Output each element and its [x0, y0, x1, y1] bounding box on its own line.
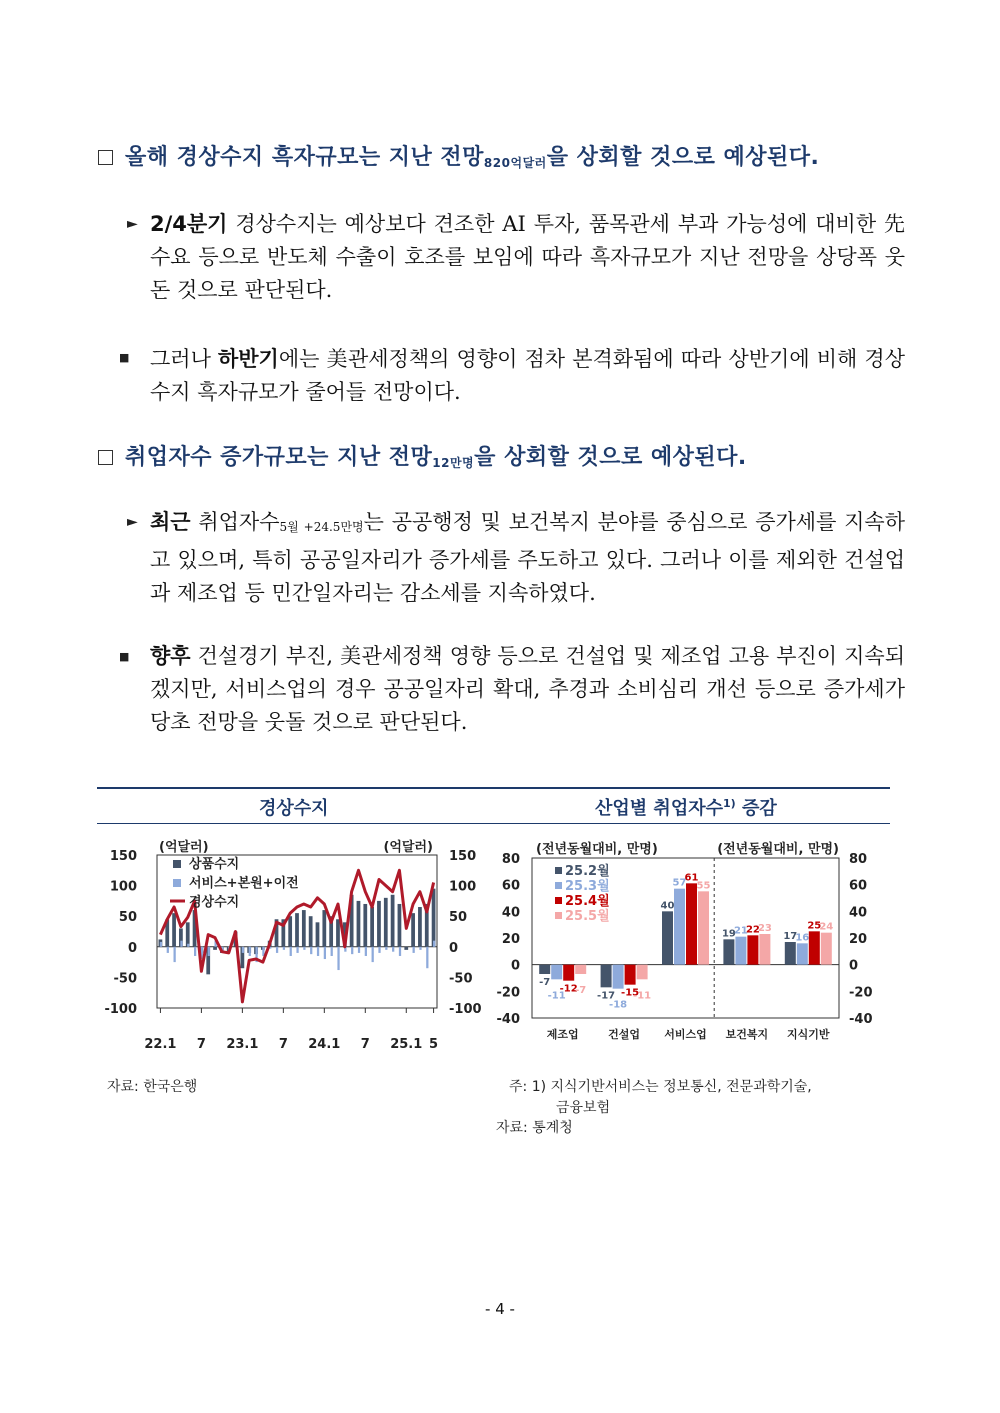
- data-label: -11: [547, 990, 566, 1002]
- services-bar: [174, 947, 176, 962]
- y-tick-label-right: 0: [849, 958, 859, 974]
- y-tick-label-left: 80: [501, 852, 520, 867]
- services-bar: [433, 941, 435, 947]
- unit-left: (억달러): [159, 840, 209, 855]
- services-bar: [317, 947, 319, 956]
- bar: [759, 934, 770, 965]
- section2-bullet2: 향후 건설경기 부진, 美관세정책 영향 등으로 건설업 및 제조업 고용 부진이 지속되겠지만, 서비스업의 경우 공공일자리 확대, 추경과 소비심리 개선 등으로 증가세가 당초 전망을 웃돌 것으로 판단된다.: [150, 644, 905, 734]
- y-tick-label-right: 0: [449, 940, 459, 956]
- chart-right-source: 자료: 통계청: [496, 1120, 573, 1136]
- unit-left: (전년동월대비, 만명): [536, 842, 658, 857]
- y-tick-label-left: 0: [127, 940, 137, 956]
- y-tick-label-right: -50: [449, 971, 473, 987]
- data-label: -15: [621, 987, 640, 999]
- legend-label: 25.2월: [565, 864, 610, 879]
- bar: [674, 889, 685, 965]
- square-bullet-icon: ■: [119, 650, 130, 663]
- data-label: -7: [539, 977, 551, 988]
- data-label: -17: [597, 990, 616, 1002]
- y-tick-label-left: -40: [496, 1012, 520, 1027]
- legend-label-services: 서비스+본원+이전: [189, 876, 299, 891]
- goods-bar: [391, 895, 395, 947]
- y-tick-label-right: 100: [449, 879, 477, 895]
- services-bar: [290, 947, 292, 956]
- goods-bar: [370, 907, 374, 947]
- y-tick-label-left: 20: [501, 932, 520, 947]
- goods-bar: [418, 907, 422, 947]
- bar: [797, 943, 808, 964]
- data-label: 57: [672, 877, 687, 889]
- services-bar: [276, 947, 278, 953]
- x-tick-label: 22.1: [144, 1037, 177, 1052]
- services-bar: [283, 947, 285, 950]
- bar: [601, 965, 612, 988]
- services-bar: [399, 947, 401, 956]
- y-tick-label-left: 60: [501, 878, 520, 894]
- data-label: -7: [575, 985, 587, 996]
- goods-bar: [336, 919, 340, 947]
- services-bar: [208, 947, 210, 956]
- chart-left-title: 경상수지: [259, 798, 329, 819]
- bar: [698, 891, 709, 964]
- y-tick-label-right: 20: [849, 932, 868, 947]
- services-bar: [378, 947, 380, 953]
- services-bar: [180, 941, 182, 947]
- goods-bar: [302, 910, 306, 947]
- bar: [686, 883, 697, 964]
- chart-header-rule-top: [97, 787, 890, 789]
- data-label: -12: [559, 983, 578, 995]
- legend-label: 25.5월: [565, 909, 610, 924]
- x-tick-label: 23.1: [226, 1037, 259, 1052]
- bar: [625, 965, 636, 985]
- goods-bar: [411, 913, 415, 947]
- goods-bar: [172, 913, 176, 947]
- goods-bar: [357, 901, 361, 947]
- bar: [613, 965, 624, 989]
- data-label: 19: [721, 928, 736, 940]
- bar: [539, 965, 550, 974]
- data-label: 24: [819, 921, 834, 933]
- y-tick-label-right: 40: [849, 905, 868, 921]
- x-tick-label: 5: [429, 1037, 439, 1052]
- y-tick-label-right: -100: [449, 1002, 482, 1017]
- bar: [563, 965, 574, 981]
- section1-heading: 올해 경상수지 흑자규모는 지난 전망$_{820억달러}$을 상회할 것으로 예상된다.: [98, 140, 819, 171]
- services-bar: [167, 947, 169, 953]
- services-bar: [351, 947, 353, 954]
- services-bar: [365, 947, 367, 956]
- data-label: 55: [696, 880, 711, 892]
- square-bullet-icon: ■: [119, 351, 130, 364]
- services-bar: [303, 947, 305, 950]
- services-bar: [310, 947, 312, 954]
- goods-bar: [316, 922, 320, 946]
- bar: [662, 911, 673, 964]
- services-bar: [324, 947, 326, 959]
- goods-bar: [288, 916, 292, 947]
- services-bar: [331, 947, 333, 956]
- chart-right-note: 주: 1) 지식기반서비스는 정보통신, 전문과학기술,: [509, 1079, 812, 1095]
- services-bar: [194, 947, 196, 956]
- data-label: 16: [795, 932, 810, 944]
- x-tick-label: 24.1: [308, 1037, 341, 1052]
- section2-heading: 취업자수 증가규모는 지난 전망$_{12만명}$을 상회할 것으로 예상된다.: [98, 440, 747, 471]
- goods-bar: [384, 898, 388, 947]
- services-bar: [337, 947, 339, 970]
- category-label: 보건복지: [725, 1028, 769, 1041]
- legend-label-goods: 상품수지: [189, 857, 240, 872]
- bar: [747, 935, 758, 964]
- category-label: 지식기반: [787, 1028, 830, 1041]
- data-label: 61: [684, 872, 699, 884]
- legend-swatch-services: [173, 879, 181, 887]
- legend-label-line: 경상수지: [189, 895, 240, 910]
- category-label: 서비스업: [664, 1028, 707, 1041]
- y-tick-label-right: 150: [449, 849, 477, 864]
- goods-bar: [309, 916, 313, 947]
- y-tick-label-right: -40: [849, 1012, 873, 1027]
- services-bar: [385, 947, 387, 950]
- services-bar: [296, 947, 298, 953]
- y-tick-label-right: 60: [849, 878, 868, 894]
- y-tick-label-left: -50: [113, 971, 137, 987]
- goods-bar: [404, 947, 408, 950]
- services-bar: [160, 942, 162, 947]
- y-tick-label-right: 80: [849, 852, 868, 867]
- section1-bullet1: 2/4분기 경상수지는 예상보다 견조한 AI 투자, 품목관세 부과 가능성에 대비한 先수요 등으로 반도체 수출이 호조를 보임에 따라 흑자규모가 지난 전망을 상당폭 웃돈 것으로 판단된다.: [150, 212, 905, 302]
- data-label: 17: [783, 931, 798, 942]
- legend-swatch: [555, 882, 562, 889]
- x-tick-label: 7: [196, 1037, 206, 1052]
- y-tick-label-left: 40: [501, 905, 520, 921]
- employment-by-industry-chart: [492, 830, 892, 1045]
- category-label: 건설업: [608, 1028, 641, 1041]
- section2-bullet1: 최근 취업자수$_{5월 +24.5만명}$는 공공행정 및 보건복지 분야를 중심으로 증가세를 지속하고 있으며, 특히 공공일자리가 증가세를 주도하고 있다. 그러나 이를 제외한 건설업과 제조업 등 민간일자리는 감소세를 지속하였다.: [150, 510, 906, 605]
- x-tick-label: 25.1: [390, 1037, 423, 1052]
- unit-right: (억달러): [383, 840, 433, 855]
- page-number: - 4 -: [485, 1300, 515, 1318]
- checkbox-icon: [98, 150, 113, 165]
- services-bar: [249, 947, 251, 956]
- bar: [551, 965, 562, 980]
- y-tick-label-left: 0: [510, 958, 520, 974]
- checkbox-icon: [98, 450, 113, 465]
- y-tick-label-left: 100: [109, 879, 137, 895]
- x-tick-label: 7: [360, 1037, 370, 1052]
- bar: [809, 931, 820, 964]
- y-tick-label-left: 50: [118, 910, 137, 926]
- bar: [723, 939, 734, 964]
- bar: [821, 933, 832, 965]
- y-tick-label-left: 150: [109, 849, 137, 864]
- data-label: 23: [757, 923, 772, 934]
- services-bar: [392, 947, 394, 952]
- chart-left-source: 자료: 한국은행: [107, 1079, 198, 1095]
- services-bar: [426, 947, 428, 968]
- chart-right-note-cont: 금융보험: [556, 1100, 611, 1116]
- legend-swatch: [555, 897, 562, 904]
- goods-bar: [363, 904, 367, 947]
- legend-swatch: [555, 867, 562, 874]
- goods-bar: [322, 910, 326, 947]
- services-bar: [358, 947, 360, 953]
- chart-header-rule-bottom: [97, 823, 890, 824]
- legend-label: 25.4월: [565, 894, 610, 909]
- triangle-bullet-icon: ►: [127, 216, 138, 232]
- y-tick-label-right: -20: [849, 985, 873, 1001]
- data-label: 21: [733, 925, 748, 937]
- goods-bar: [432, 889, 436, 947]
- category-label: 제조업: [546, 1028, 579, 1041]
- bar: [637, 965, 648, 980]
- goods-bar: [186, 922, 190, 946]
- y-tick-label-left: -100: [104, 1002, 137, 1017]
- current-account-chart: [97, 830, 497, 1075]
- y-tick-label-right: 50: [449, 910, 468, 926]
- data-label: -18: [609, 999, 628, 1011]
- data-label: 22: [745, 924, 760, 936]
- bar: [735, 937, 746, 965]
- section1-bullet2: 그러나 하반기에는 美관세정책의 영향이 점차 본격화됨에 따라 상반기에 비해 경상수지 흑자규모가 줄어들 전망이다.: [150, 347, 905, 404]
- services-bar: [187, 944, 189, 947]
- goods-bar: [398, 904, 402, 947]
- chart-right-title: 산업별 취업자수$^{1)}$ 증감: [595, 797, 777, 819]
- x-tick-label: 7: [278, 1037, 288, 1052]
- triangle-bullet-icon: ►: [127, 514, 138, 530]
- legend-label: 25.3월: [565, 879, 610, 894]
- goods-bar: [213, 947, 217, 950]
- bar: [785, 942, 796, 965]
- legend-swatch-goods: [173, 860, 181, 868]
- services-bar: [413, 947, 415, 953]
- data-label: 25: [807, 920, 822, 932]
- unit-right: (전년동월대비, 만명): [717, 842, 839, 857]
- goods-bar: [295, 913, 299, 947]
- services-bar: [419, 947, 421, 950]
- data-label: 40: [660, 900, 675, 912]
- bar: [575, 965, 586, 974]
- services-bar: [242, 947, 244, 953]
- legend-swatch: [555, 912, 562, 919]
- services-bar: [372, 947, 374, 962]
- goods-bar: [377, 901, 381, 947]
- data-label: -11: [633, 990, 652, 1002]
- y-tick-label-left: -20: [496, 985, 520, 1001]
